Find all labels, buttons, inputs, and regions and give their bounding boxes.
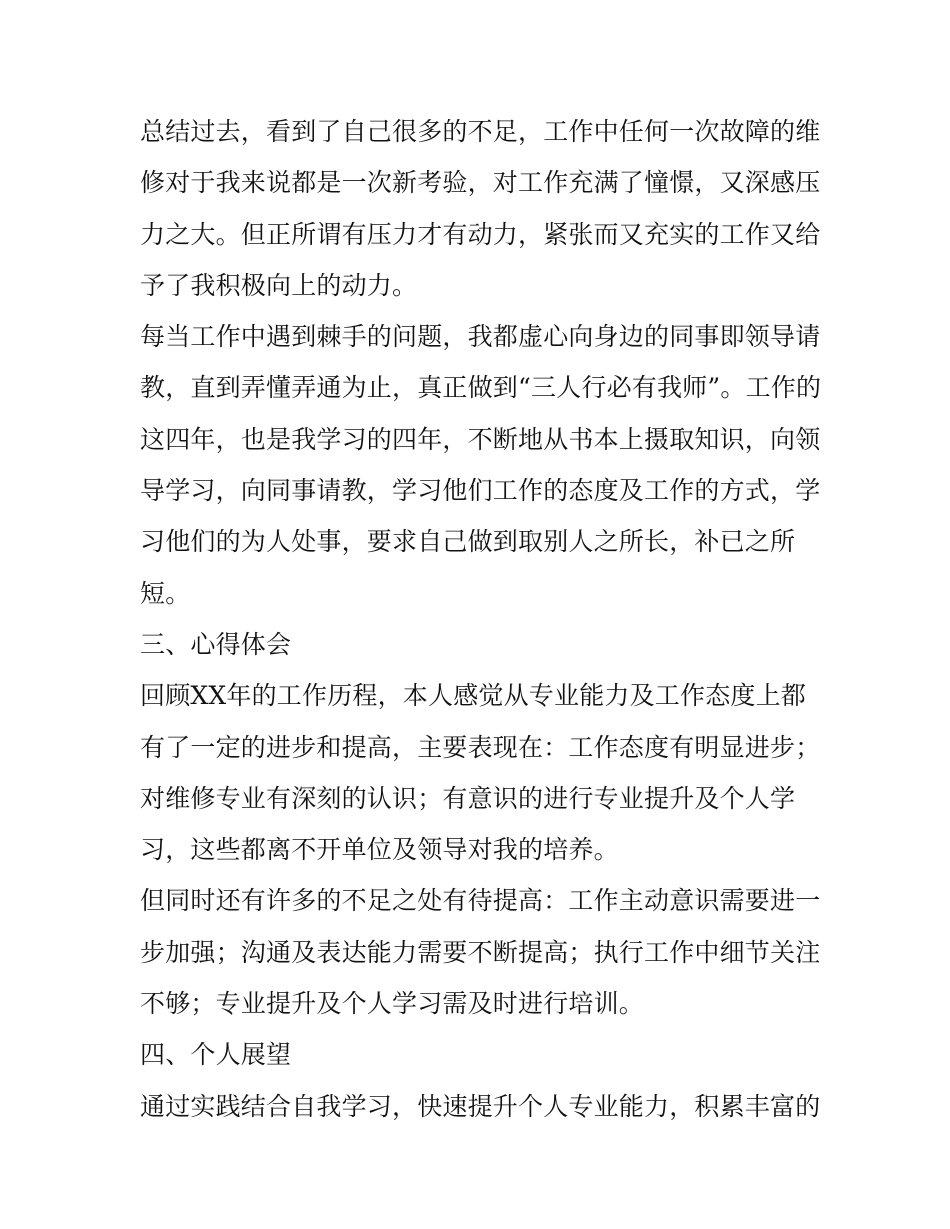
paragraph-line: 不够；专业提升及个人学习需及时进行培训。 [140, 989, 645, 1019]
paragraph-line: 通过实践结合自我学习，快速提升个人专业能力，积累丰富的 [140, 1091, 821, 1121]
paragraph-line: 有了一定的进步和提高，主要表现在：工作态度有明显进步； [140, 732, 821, 762]
paragraph-line: 力之大。但正所谓有压力才有动力，紧张而又充实的工作又给 [140, 219, 821, 249]
paragraph-line: 总结过去，看到了自己很多的不足，工作中任何一次故障的维 [140, 117, 821, 146]
paragraph-line: 对维修专业有深刻的认识；有意识的进行专业提升及个人学 [140, 783, 796, 813]
paragraph-line: 但同时还有许多的不足之处有待提高：工作主动意识需要进一 [140, 886, 821, 916]
paragraph-line: 每当工作中遇到棘手的问题，我都虚心向身边的同事即领导请 [140, 322, 821, 352]
paragraph-line: 回顾XX年的工作历程，本人感觉从专业能力及工作态度上都 [140, 681, 806, 711]
document-body [140, 106, 820, 1132]
paragraph-line: 修对于我来说都是一次新考验，对工作充满了憧憬，又深感压 [140, 168, 821, 198]
paragraph-line: 短。 [140, 578, 191, 608]
paragraph-line: 导学习，向同事请教，学习他们工作的态度及工作的方式，学 [140, 476, 821, 506]
paragraph-line: 这四年，也是我学习的四年，不断地从书本上摄取知识，向领 [140, 424, 821, 454]
paragraph-line: 习，这些都离不开单位及领导对我的培养。 [140, 835, 619, 865]
section-heading: 三、心得体会 [140, 629, 292, 659]
paragraph-line: 予了我积极向上的动力。 [140, 270, 418, 300]
paragraph-line: 习他们的为人处事，要求自己做到取别人之所长，补已之所 [140, 527, 796, 557]
paragraph-line: 教，直到弄懂弄通为止，真正做到“三人行必有我师”。工作的 [140, 373, 822, 403]
paragraph-line: 步加强；沟通及表达能力需要不断提高；执行工作中细节关注 [140, 937, 821, 967]
section-heading: 四、个人展望 [140, 1040, 292, 1070]
